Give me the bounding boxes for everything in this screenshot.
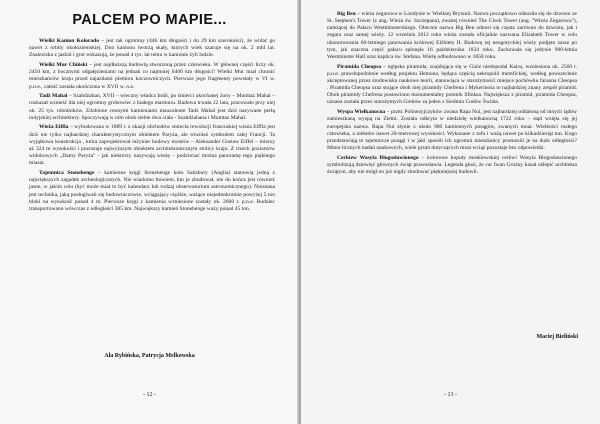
paragraph-text: – wieża zegarowa w Londynie w Wielkiej Brytanii. Nazwa początkowo odnosiła się do dzwonu ze St. Stephen's Tower (z ang. Wieża św. Szczepana), zwanej również The Clock Tower (ang. "Wieża Zegarowa"), należącej do Pałacu Westminsterskiego. Obecnie nazwa Big Ben odnosi się często zarówno do dzwonu, jak i zegara oraz samej wieży. 12 września 2012 roku wieża została oficjalnie nazwana Elizabeth Tower w celu uhonorowania 60-letniego panowania królowej Elżbiety II. Budowę tej neogotyckiej wieży podjęto zaraz po tym, jak znaczna część pałacu spłonęła 16 października 1834 roku. Zachowała się jedynie 900-letnia Westminster Hall oraz kaplica św. Stefana. Wieżę odbudowano w 1858 roku. xyxy=(327,11,577,60)
page-number-left: - 12 - xyxy=(143,392,156,398)
paragraph-heading: Piramida Cheopsa xyxy=(337,63,382,70)
paragraph-easter-island xyxy=(327,109,577,152)
paragraph-great-wall xyxy=(29,62,275,91)
paragraph-taj-mahal xyxy=(29,93,275,122)
paragraph-heading: Wyspa Wielkanocna xyxy=(337,109,386,116)
authors: Ala Rybińska, Patrycja Melkowska xyxy=(104,353,195,359)
paragraph-heading: Wielki Mur Chiński xyxy=(39,62,88,68)
paragraph-heading: Cerkiew Wasyla Błogosławionego xyxy=(337,154,419,161)
paragraph-text: – kolorowe kopuły moskiewskiej cerkwi Wasyla Błogosławionego symbolizują dziewięć głównych świąt prawosławia. Legenda głosi, że car Iwan Groźny kazał oślepić architekta świątyni, aby nie mógł on już nigdy zbudować piękniejszej budowli. xyxy=(327,154,577,176)
paragraph-stonehenge xyxy=(29,170,275,213)
paragraph-text: – jest najdłuższą budowlą stworzoną przez człowieka. W głównej części liczy ok. 2450 km, z bocznymi odgałęzieniami na jednak co najmniej 6400 km długości! Wielki Mur miał chronić mieszkańców kraju przed najazdami plemion koczowniczych. Pierwsze jego fragmenty powstały w VI w. p.n.e., całość została ukończona w XVII w. n.e. xyxy=(29,62,276,90)
signature: Maciej Bieliński xyxy=(536,334,578,340)
paragraph-cheops-pyramid xyxy=(327,64,577,107)
paragraph-grand-canyon xyxy=(29,38,275,60)
paragraph-eiffel-tower xyxy=(29,124,275,167)
page-title: PALCEM PO MAPIE... xyxy=(72,12,227,28)
right-page xyxy=(301,0,600,424)
paragraph-st-basils-cathedral xyxy=(327,155,577,176)
paragraph-text: – egipska piramida, znajdująca się w Gizie niedopodal Kairu, wzniesiona ok. 2560 r. p.n.e. prawdopodobnie według projektu Hemona, będąca częścią nekropolii memfickiej, według powszechnie akceptowanej przez środowiska naukowe teorii, stanowiąca w starożytności miejsce pochówku faraona Cheopsa . Piramida Cheopsa oraz stojące obok niej piramidy Chefrena i Mykerinosa to najbardziej znany zespół piramid. Obok piramidy Chefrena postawiono monumentalny pomnik Sfinksa. Największa z piramid, piramida Cheopsa, uznana została przez starożytnych Greków za jeden z Siedmiu Cudów Świata. xyxy=(327,63,577,106)
page-number-right: - 13 - xyxy=(444,392,457,398)
paragraph-text: – jest tak ogromny (446 km długości i do 29 km szerokości), że widać go nawet z orbity okołoziemskiej. Dno kanionu tworzą skały, których wiek szacuje się na ok. 2 mld lat. Znaleziska z jaskiń i grot wskazują, że ponad 4 tys. lat temu w kanionie żyli ludzie. xyxy=(29,38,275,59)
right-column xyxy=(327,11,577,179)
paragraph-heading: Big Ben xyxy=(337,11,356,17)
left-page xyxy=(0,0,299,424)
left-column xyxy=(29,38,275,216)
paragraph-text: – wybudowana w 1889 r. z okazji obchodów stulecia rewolucji francuskiej wieża Eiffla jest dziś nie tylko najbardziej charakterystycznym obiektem Paryża, ale również symbolem całej Francji. Ta wyjątkowa konstrukcja , która zaprojektował inżynier budowy mostów – Aleksander Gustaw Eiffel – mierzy aż 324 m wysokości i pozostaje najwyższym obiektem architektonicznym stolicy kraju. Z trzech poziomów widokowych „Damy Paryża" - jak niektórzy nazywają wieżę – podziwiać można panoramę tego pięknego miasta. xyxy=(29,124,275,167)
paragraph-heading: Wieża Eiffla xyxy=(39,124,69,131)
paragraph-text: – przez Polinezyjczyków zwana Rapa Nui, jest najbardziej oddaloną od innych lądów zamieszkaną wyspą na Ziemi. Została odkryta w niedzielę wielkanocną 1722 roku – stąd wzięła się jej europejska nazwa. Rapa Nui słynie z około 900 kamiennych posągów, zwanych moai. Wielkości rosłego człowieka, a niektóre nawet 20-metrowej wysokości. Wykonane z tufu i ważą nawet po kilkadziesiąt ton. Kogo przedstawiają te tajemnicze posągi i w jaki sposób ich ogromni mieszkańcy przenosili je na duże odległości? Mimo licznych badań naukowych, wiele pytań dotyczących moai wciąż pozostaje bez odpowiedzi. xyxy=(327,109,577,151)
paragraph-heading: Tadż Mahal xyxy=(39,93,68,100)
paragraph-text: – kamienne kręgi Stonehenge koło Salisbury (Anglia) stanowią jedną z największych zagadek archeologicznych. Nie wiadomo bowiem, kto je zbudował, nie do końca jest również jasne, w jakim celu (być może miał to być kalendarz lub rodzaj obserwatorium astronomicznego). Nieznana jest technika, jaką posługiwali się budowniczowie, wciągający ciężkie, ważące niejednokrotnie powyżej 5 ton bloki na wysokość ponad 4 m. Pierwsze kręgi z kamienia wzniesione zostały ok. 2600 r. p.n.e. Budulec transportowano wówczas z odległości 385 km. Największy kamień Stonehenge waży ponad 45 ton. xyxy=(29,170,276,213)
paragraph-heading: Wielki Kanion Kolorado xyxy=(39,38,100,44)
paragraph-text: – Szahdżahan, XVII – wieczny władca Indii, po śmierci ukochanej żony – Mumtaz Mahal – rozkazał wznieść dla niej ogromny grobowiec z białego marmuru. Badowa trwała 22 lata, pracowało przy niej ok. 25 tys. robotników. Zdobione cennymi kamieniami mauzoleum Tadż Mahal jest dziś nazywane perłą indyjskiej architektury. Spoczywają w nim obok siebie dwa ciała - Szahdżahana i Mumtaz Mahal. xyxy=(29,93,275,121)
paragraph-heading: Tajemnica Stonehenge xyxy=(39,170,95,177)
paragraph-big-ben xyxy=(327,11,577,61)
